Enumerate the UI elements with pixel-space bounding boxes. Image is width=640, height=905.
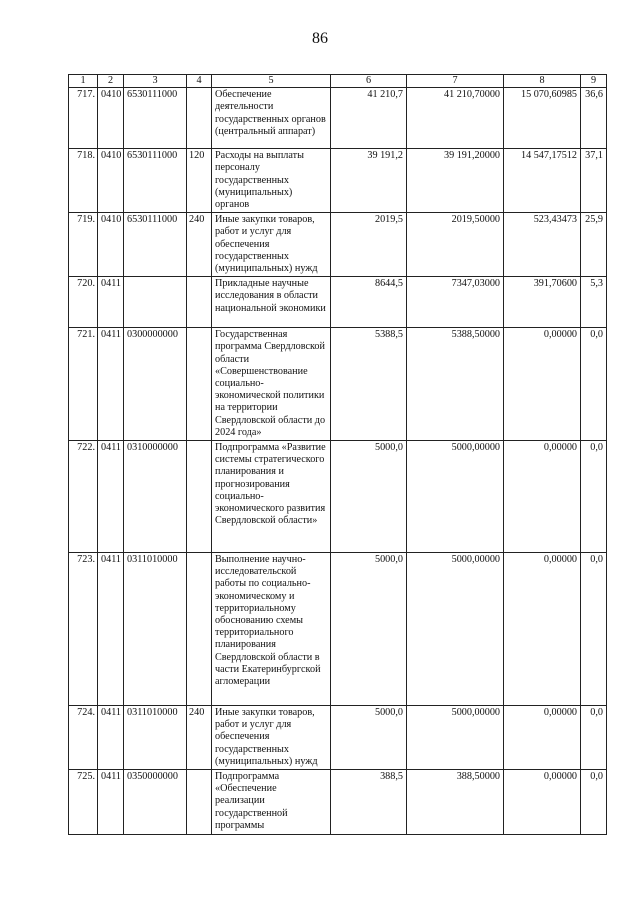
section-code-cell: 0410 (98, 88, 124, 149)
approved-amount-cell: 7347,03000 (407, 277, 504, 328)
row-number-cell: 723. (69, 553, 98, 706)
row-number-cell: 722. (69, 441, 98, 553)
section-code-cell: 0411 (98, 706, 124, 770)
row-number-cell: 719. (69, 213, 98, 277)
column-header: 6 (331, 75, 407, 88)
expense-type-cell (187, 770, 212, 835)
plan-amount-cell: 5000,0 (331, 706, 407, 770)
item-name-cell: Подпрограмма «Обеспечение реализации государственной программы (212, 770, 331, 835)
approved-amount-cell: 5000,00000 (407, 441, 504, 553)
table-row (69, 88, 607, 149)
column-header: 1 (69, 75, 98, 88)
row-number-cell: 717. (69, 88, 98, 149)
target-code-cell: 6530111000 (124, 88, 187, 149)
approved-amount-cell: 39 191,20000 (407, 149, 504, 213)
target-code-cell: 0300000000 (124, 328, 187, 441)
approved-amount-cell: 41 210,70000 (407, 88, 504, 149)
item-name-cell: Государственная программа Свердловской области «Совершенствование социально-экономической политики на территории Свердловской области до 2024 года» (212, 328, 331, 441)
execution-percent-cell: 0,0 (581, 553, 607, 706)
item-name-cell: Обеспечение деятельности государственных органов (центральный аппарат) (212, 88, 331, 149)
item-name-cell: Иные закупки товаров, работ и услуг для обеспечения государственных (муниципальных) нужд (212, 213, 331, 277)
expense-type-cell: 240 (187, 706, 212, 770)
plan-amount-cell: 8644,5 (331, 277, 407, 328)
column-header: 5 (212, 75, 331, 88)
executed-amount-cell: 15 070,60985 (504, 88, 581, 149)
executed-amount-cell: 0,00000 (504, 441, 581, 553)
approved-amount-cell: 2019,50000 (407, 213, 504, 277)
table-row (69, 328, 607, 441)
target-code-cell: 0311010000 (124, 706, 187, 770)
item-name-cell: Прикладные научные исследования в области национальной экономики (212, 277, 331, 328)
table-header-row (69, 75, 607, 88)
table-row (69, 441, 607, 553)
execution-percent-cell: 36,6 (581, 88, 607, 149)
budget-table (68, 74, 607, 835)
plan-amount-cell: 41 210,7 (331, 88, 407, 149)
expense-type-cell: 240 (187, 213, 212, 277)
section-code-cell: 0411 (98, 441, 124, 553)
row-number-cell: 718. (69, 149, 98, 213)
section-code-cell: 0410 (98, 213, 124, 277)
plan-amount-cell: 388,5 (331, 770, 407, 835)
approved-amount-cell: 5388,50000 (407, 328, 504, 441)
target-code-cell: 0311010000 (124, 553, 187, 706)
table-row (69, 706, 607, 770)
target-code-cell: 0350000000 (124, 770, 187, 835)
execution-percent-cell: 25,9 (581, 213, 607, 277)
execution-percent-cell: 37,1 (581, 149, 607, 213)
section-code-cell: 0411 (98, 328, 124, 441)
expense-type-cell (187, 553, 212, 706)
approved-amount-cell: 5000,00000 (407, 553, 504, 706)
page-number: 86 (312, 30, 328, 47)
section-code-cell: 0411 (98, 770, 124, 835)
executed-amount-cell: 0,00000 (504, 770, 581, 835)
executed-amount-cell: 0,00000 (504, 328, 581, 441)
column-header: 2 (98, 75, 124, 88)
item-name-cell: Расходы на выплаты персоналу государственных (муниципальных) органов (212, 149, 331, 213)
section-code-cell: 0410 (98, 149, 124, 213)
approved-amount-cell: 388,50000 (407, 770, 504, 835)
execution-percent-cell: 0,0 (581, 328, 607, 441)
execution-percent-cell: 5,3 (581, 277, 607, 328)
column-header: 3 (124, 75, 187, 88)
executed-amount-cell: 14 547,17512 (504, 149, 581, 213)
row-number-cell: 725. (69, 770, 98, 835)
executed-amount-cell: 0,00000 (504, 706, 581, 770)
row-number-cell: 724. (69, 706, 98, 770)
column-header: 9 (581, 75, 607, 88)
plan-amount-cell: 2019,5 (331, 213, 407, 277)
column-header: 7 (407, 75, 504, 88)
table-row (69, 213, 607, 277)
plan-amount-cell: 39 191,2 (331, 149, 407, 213)
column-header: 4 (187, 75, 212, 88)
expense-type-cell (187, 328, 212, 441)
plan-amount-cell: 5000,0 (331, 553, 407, 706)
column-header: 8 (504, 75, 581, 88)
executed-amount-cell: 523,43473 (504, 213, 581, 277)
target-code-cell: 0310000000 (124, 441, 187, 553)
target-code-cell (124, 277, 187, 328)
executed-amount-cell: 0,00000 (504, 553, 581, 706)
execution-percent-cell: 0,0 (581, 441, 607, 553)
table-row (69, 277, 607, 328)
table-row (69, 553, 607, 706)
execution-percent-cell: 0,0 (581, 770, 607, 835)
target-code-cell: 6530111000 (124, 213, 187, 277)
item-name-cell: Выполнение научно-исследовательской работы по социально-экономическому и территориальному обоснованию схемы территориального планирования Свердловской области в части Екатеринбургской агломерации (212, 553, 331, 706)
item-name-cell: Иные закупки товаров, работ и услуг для обеспечения государственных (муниципальных) нужд (212, 706, 331, 770)
approved-amount-cell: 5000,00000 (407, 706, 504, 770)
plan-amount-cell: 5388,5 (331, 328, 407, 441)
plan-amount-cell: 5000,0 (331, 441, 407, 553)
row-number-cell: 720. (69, 277, 98, 328)
table-row (69, 149, 607, 213)
expense-type-cell (187, 277, 212, 328)
item-name-cell: Подпрограмма «Развитие системы стратегического планирования и прогнозирования социально-экономического развития Свердловской области» (212, 441, 331, 553)
executed-amount-cell: 391,70600 (504, 277, 581, 328)
section-code-cell: 0411 (98, 277, 124, 328)
expense-type-cell (187, 441, 212, 553)
section-code-cell: 0411 (98, 553, 124, 706)
execution-percent-cell: 0,0 (581, 706, 607, 770)
target-code-cell: 6530111000 (124, 149, 187, 213)
expense-type-cell: 120 (187, 149, 212, 213)
table-row (69, 770, 607, 835)
expense-type-cell (187, 88, 212, 149)
row-number-cell: 721. (69, 328, 98, 441)
